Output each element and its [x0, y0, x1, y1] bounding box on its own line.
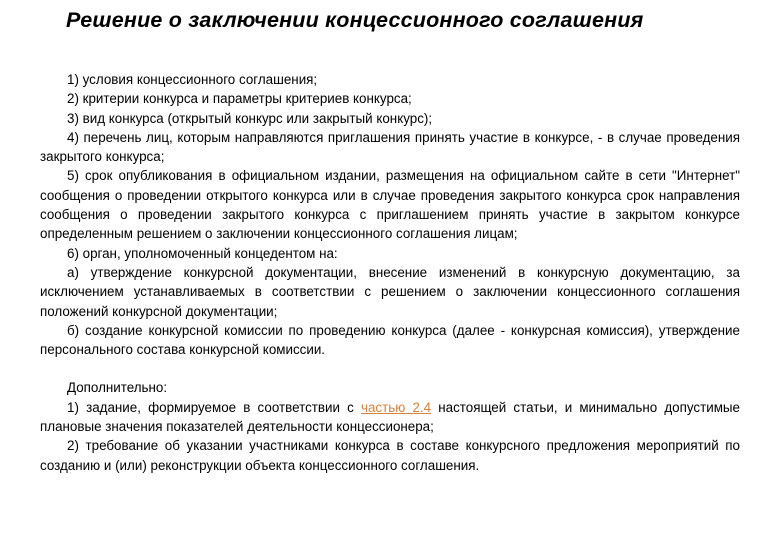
document-body [40, 70, 740, 475]
list-item: 5) срок опубликования в официальном издании, размещения на официальном сайте в сети "Интернет" сообщения о проведении открытого конкурса или в случае проведения закрытого конкурса срок направления сообщения о проведении закрытого конкурса с приглашением принять участие в закрытом конкурсе определенным решением о заключении концессионного соглашения лицам; [40, 168, 740, 242]
additional-item-text: настоящей статьи, и минимально допустимые плановые значения показателей деятельности концессионера; [40, 399, 740, 435]
page-title: Решение о заключении концессионного соглашения [66, 8, 644, 32]
list-item: б) создание конкурсной комиссии по проведению конкурса (далее - конкурсная комиссия), утверждение персонального состава конкурсной комиссии. [40, 322, 740, 358]
list-item: 6) орган, уполномоченный концедентом на: [67, 245, 338, 261]
additional-item-text: 1) задание, формируемое в соответствии с [67, 399, 361, 415]
additional-heading: Дополнительно: [67, 380, 168, 396]
list-item: 2) критерии конкурса и параметры критериев конкурса; [67, 91, 412, 107]
list-item: 3) вид конкурса (открытый конкурс или закрытый конкурс); [67, 110, 433, 126]
article-part-link[interactable]: частью 2.4 [361, 399, 432, 415]
additional-item [40, 398, 740, 437]
list-item: а) утверждение конкурсной документации, внесение изменений в конкурсную документацию, за исключением устанавливаемых в соответствии с решением о заключении концессионного соглашения положений конкурсной документации; [40, 264, 740, 319]
additional-item: 2) требование об указании участниками конкурса в составе конкурсного предложения мероприятий по созданию и (или) реконструкции объекта концессионного соглашения. [40, 438, 740, 473]
list-item: 1) условия концессионного соглашения; [67, 72, 318, 87]
list-item: 4) перечень лиц, которым направляются приглашения принять участие в конкурсе, - в случае проведения закрытого конкурса; [40, 129, 740, 165]
